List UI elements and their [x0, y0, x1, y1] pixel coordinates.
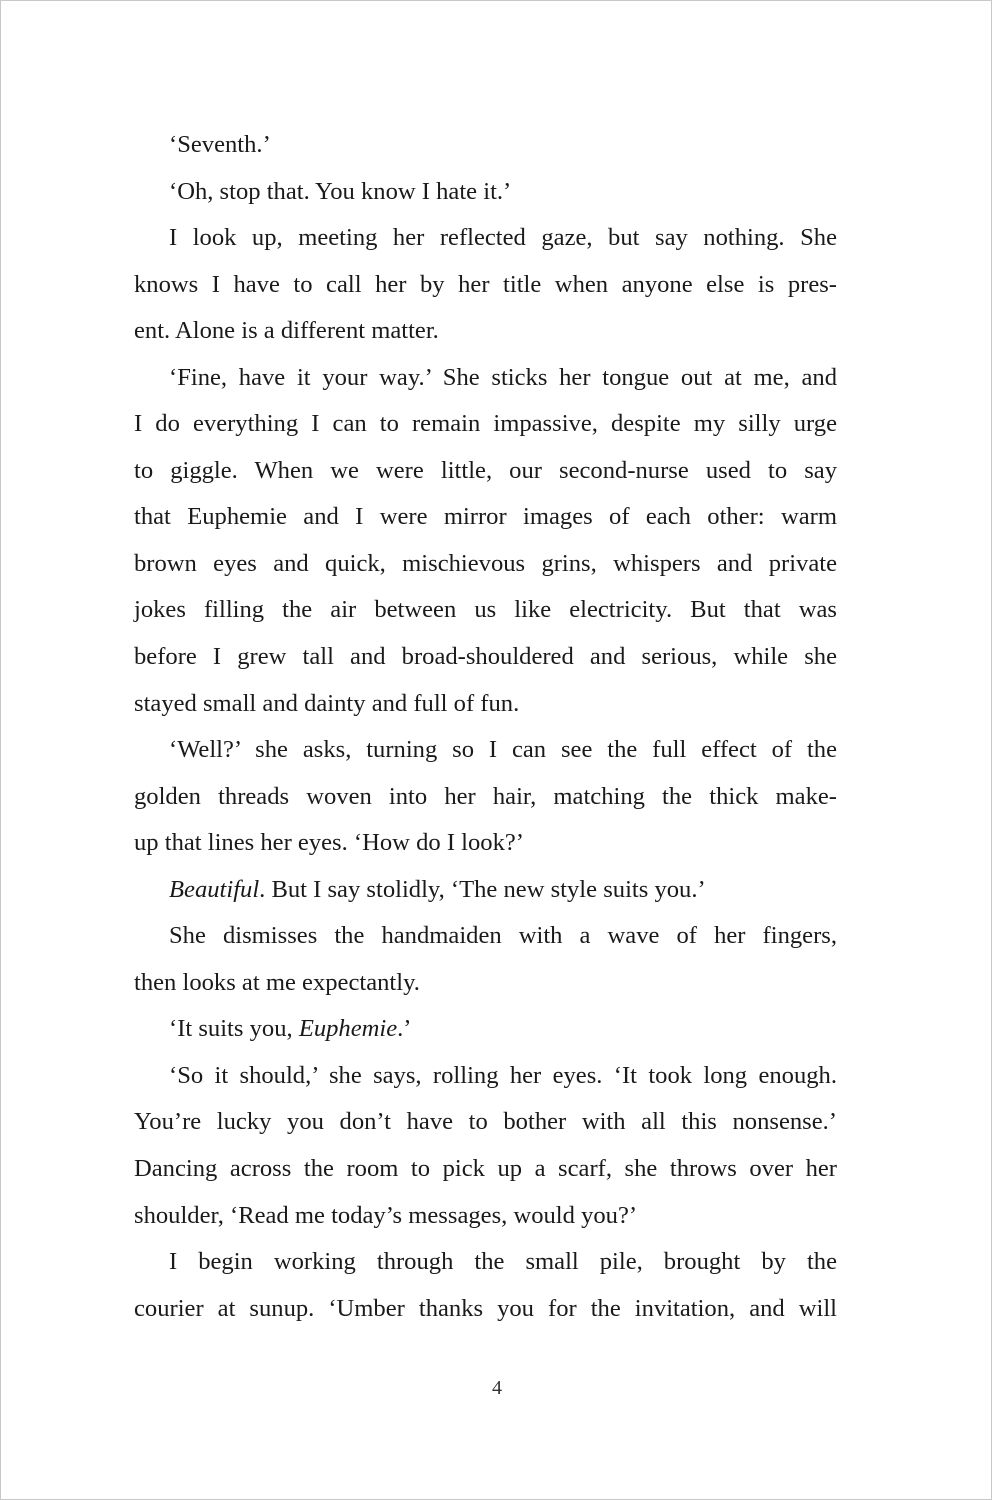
italic-text: Euphemie	[298, 1015, 398, 1043]
text-line	[134, 913, 837, 960]
text-span: ‘Fine, have it your way.’ She sticks her tongue out at me, and	[169, 363, 837, 391]
text-span: ent. Alone is a different matter.	[134, 317, 439, 345]
text-line	[134, 681, 837, 728]
paragraph	[134, 215, 837, 355]
text-line	[134, 308, 837, 355]
text-line	[134, 355, 837, 402]
text-line	[134, 820, 837, 867]
paragraph	[134, 867, 837, 914]
text-line	[134, 727, 837, 774]
text-line	[134, 867, 837, 914]
text-line	[134, 960, 837, 1007]
text-line	[134, 215, 837, 262]
text-span: jokes filling the air between us like electricity. But that was	[134, 596, 837, 624]
text-span: stayed small and dainty and full of fun.	[134, 689, 520, 717]
text-span: I begin working through the small pile, brought by the	[169, 1248, 837, 1276]
text-line	[134, 1286, 837, 1333]
text-span: ‘Seventh.’	[169, 131, 271, 158]
text-line	[134, 1053, 837, 1100]
text-line	[134, 1239, 837, 1286]
text-span: I look up, meeting her reflected gaze, but say nothing. She	[169, 224, 837, 252]
text-span: You’re lucky you don’t have to bother with all this nonsense.’	[134, 1108, 837, 1136]
text-line	[134, 1006, 837, 1053]
paragraph	[134, 1006, 837, 1053]
paragraph	[134, 169, 837, 216]
text-span: then looks at me expectantly.	[134, 968, 420, 996]
text-line	[134, 541, 837, 588]
text-span: . But I say stolidly, ‘The new style suits you.’	[259, 875, 706, 903]
text-line	[134, 262, 837, 309]
italic-text: Beautiful	[169, 875, 260, 903]
text-span: Dancing across the room to pick up a scarf, she throws over her	[134, 1155, 837, 1183]
text-span: ‘Oh, stop that. You know I hate it.’	[169, 177, 512, 205]
text-span: ‘So it should,’ she says, rolling her eyes. ‘It took long enough.	[169, 1061, 837, 1089]
text-line	[134, 774, 837, 821]
paragraph	[134, 913, 837, 1006]
text-line	[134, 122, 837, 169]
text-line	[134, 494, 837, 541]
text-span: I do everything I can to remain impassive, despite my silly urge	[134, 410, 837, 438]
page-number: 4	[492, 1377, 502, 1399]
text-span: courier at sunup. ‘Umber thanks you for the invitation, and will	[134, 1294, 837, 1322]
text-line	[134, 1146, 837, 1193]
text-span: that Euphemie and I were mirror images of each other: warm	[134, 503, 837, 531]
paragraph	[134, 1053, 837, 1239]
text-line	[134, 1193, 837, 1240]
body-text	[134, 122, 837, 1332]
text-span: brown eyes and quick, mischievous grins, whispers and private	[134, 549, 837, 577]
text-line	[134, 401, 837, 448]
text-line	[134, 169, 837, 216]
paragraph	[134, 355, 837, 727]
text-line	[134, 587, 837, 634]
text-span: shoulder, ‘Read me today’s messages, would you?’	[134, 1201, 638, 1229]
text-span: ‘Well?’ she asks, turning so I can see the full effect of the	[169, 736, 837, 764]
text-span: before I grew tall and broad-shouldered and serious, while she	[134, 643, 837, 671]
text-span: golden threads woven into her hair, matching the thick make-	[134, 782, 837, 810]
text-span: ‘It suits you,	[169, 1015, 299, 1043]
paragraph	[134, 1239, 837, 1332]
text-line	[134, 448, 837, 495]
text-span: .’	[397, 1015, 412, 1043]
text-line	[134, 1099, 837, 1146]
paragraph	[134, 122, 837, 169]
text-span: She dismisses the handmaiden with a wave of her fingers,	[169, 922, 837, 950]
text-span: knows I have to call her by her title when anyone else is pres-	[134, 270, 837, 298]
paragraph	[134, 727, 837, 867]
text-line	[134, 634, 837, 681]
text-span: up that lines her eyes. ‘How do I look?’	[134, 829, 524, 857]
text-span: to giggle. When we were little, our second-nurse used to say	[134, 456, 837, 484]
